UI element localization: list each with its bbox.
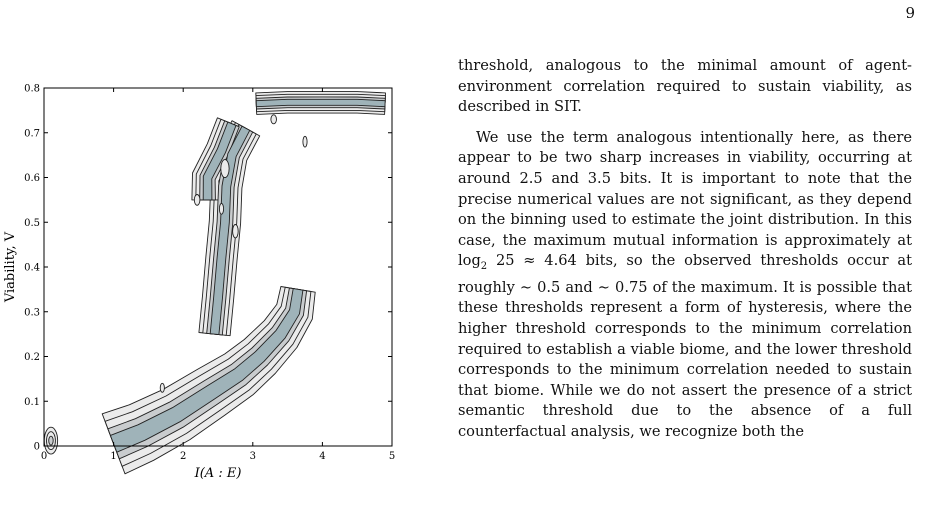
x-tick-label: 3	[249, 451, 256, 462]
log-base: 2	[480, 261, 488, 273]
page-number: 9	[905, 4, 915, 22]
paragraph-1: threshold, analogous to the minimal amount of agent-environment correlation required to sustain viability, as described in SIT.	[458, 57, 912, 116]
x-tick-label: 4	[319, 451, 326, 462]
y-tick-label: 0.7	[24, 128, 40, 140]
x-tick-label: 0	[40, 451, 48, 462]
contour-island	[219, 203, 223, 214]
contour-origin-blob	[49, 436, 53, 445]
x-axis-label: I(A : E)	[194, 466, 242, 481]
y-tick-label: 0.1	[24, 396, 40, 408]
y-tick-label: 0.6	[24, 173, 40, 184]
contour-island	[303, 136, 307, 147]
paragraph-2	[458, 128, 912, 443]
y-tick-label: 0	[33, 441, 40, 453]
contour-island	[221, 160, 229, 178]
contour-layer	[44, 92, 385, 474]
x-tick-label: 5	[388, 451, 396, 462]
body-text	[458, 56, 912, 443]
y-axis-label: Viability, V	[3, 231, 18, 303]
paragraph-2-part-a: We use the term analogous intentionally here, as there appear to be two sharp increases in viability, occurring at around 2.5 and 3.5 bits. It is important to note that the precise numerical values are not significant, as they depend on the binning used to estimate the joint distribution. In this case, the maximum mutual information is approximately at	[458, 128, 912, 249]
y-tick-label: 0.8	[24, 83, 40, 95]
contour-island	[233, 224, 239, 237]
contour-island	[194, 195, 200, 206]
contour-plot	[0, 72, 420, 512]
contour-region	[256, 99, 385, 106]
paragraph-2-part-b: 25 ≈ 4.64 bits, so the observed thresholds occur at roughly ∼ 0.5 and ∼ 0.75 of the maximum. It is possible that these thresholds represent a form of hysteresis, where the higher threshold corresponds to the minimum correlation required to establish a viable biome, and the lower threshold corresponds to the minimum correlation needed to sustain that biome. While we do not assert the presence of a strict semantic threshold due to the absence of a full counterfactual analysis, we recognize both the	[458, 252, 912, 440]
contour-island	[271, 115, 277, 124]
contour-figure	[0, 72, 420, 512]
x-tick-label: 2	[180, 451, 187, 462]
y-tick-label: 0.2	[24, 352, 40, 363]
y-tick-label: 0.5	[24, 217, 40, 229]
log-function: log	[458, 252, 481, 270]
x-tick-label: 1	[110, 451, 117, 462]
y-tick-label: 0.4	[24, 262, 40, 274]
y-tick-label: 0.3	[24, 307, 40, 319]
contour-island	[160, 383, 164, 392]
